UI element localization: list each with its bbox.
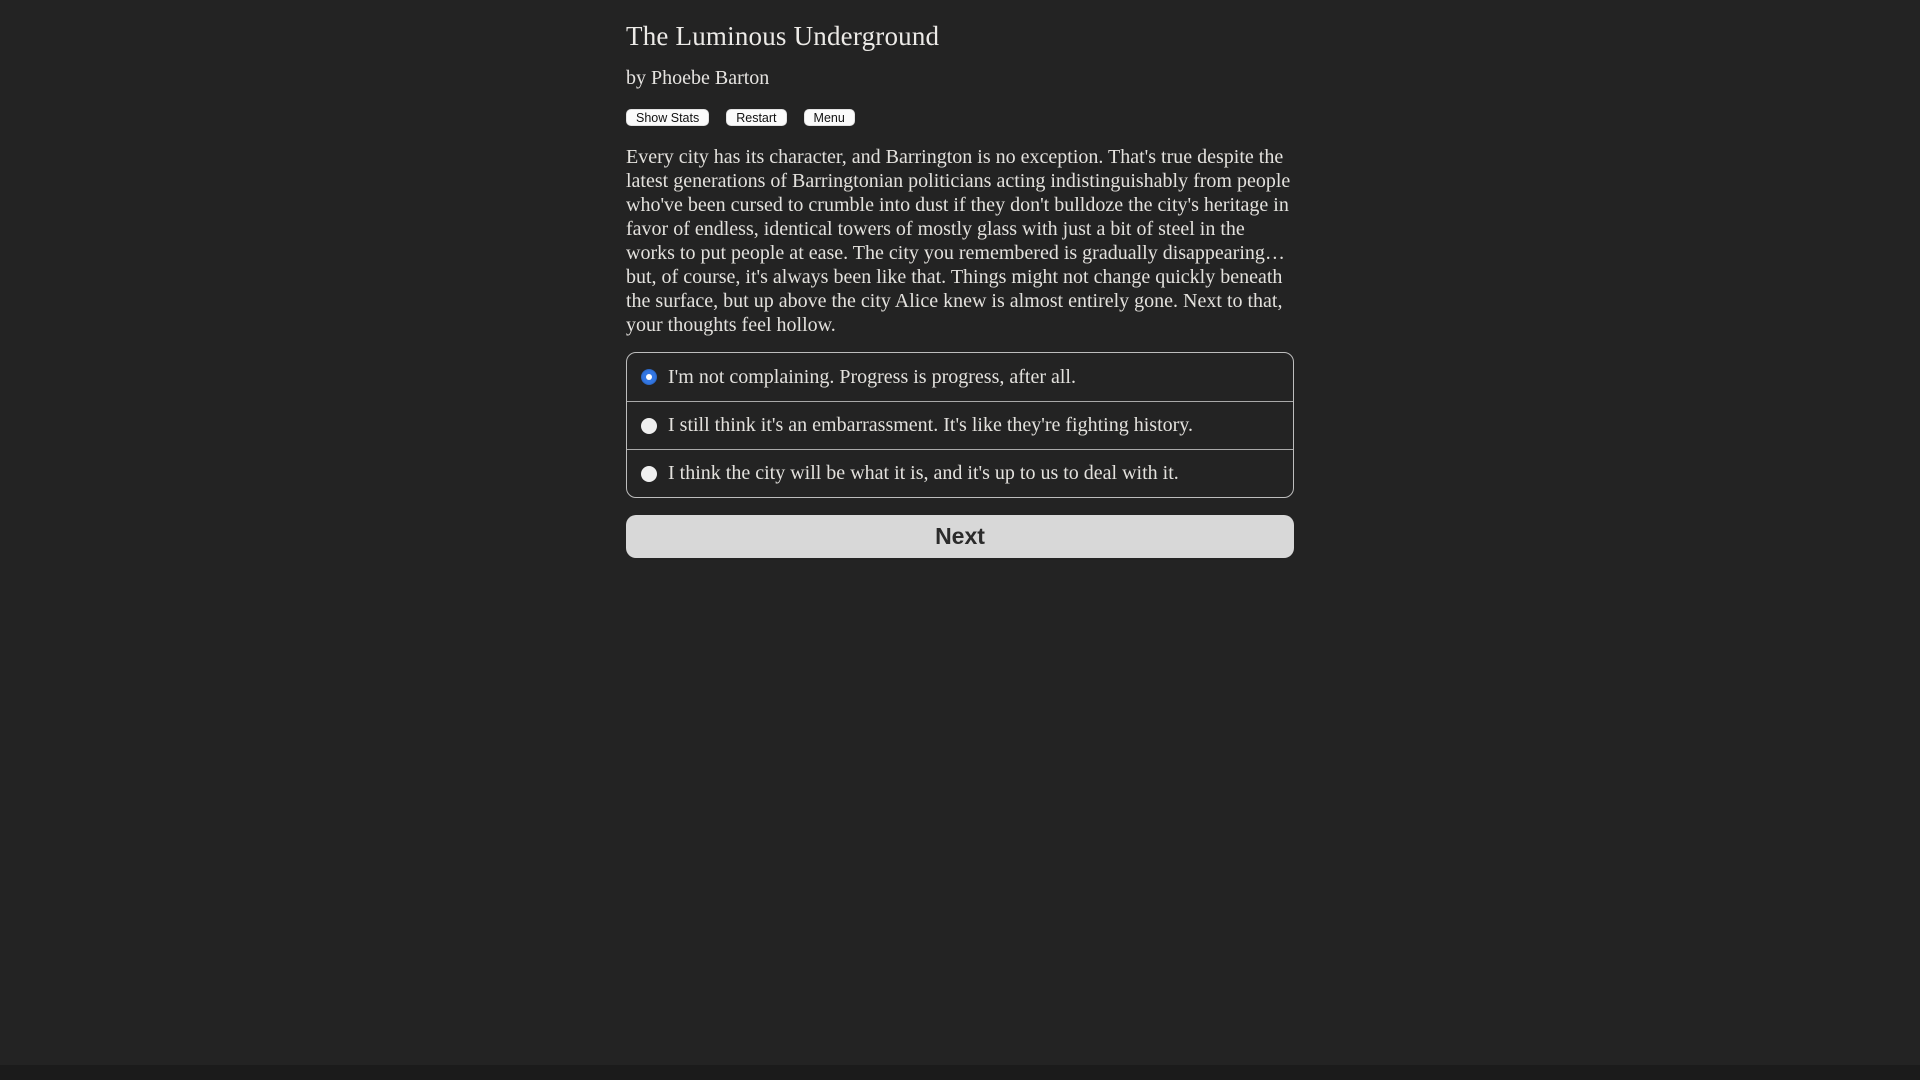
menu-button[interactable]: Menu xyxy=(804,109,855,126)
show-stats-button[interactable]: Show Stats xyxy=(626,109,709,126)
choice-option-2[interactable] xyxy=(627,401,1293,449)
radio-button-2[interactable] xyxy=(641,418,657,434)
choice-label-2: I still think it's an embarrassment. It's like they're fighting history. xyxy=(668,414,1193,436)
radio-button-3[interactable] xyxy=(641,466,657,482)
game-page xyxy=(626,0,1294,558)
restart-button[interactable]: Restart xyxy=(726,109,786,126)
choices-group xyxy=(626,352,1294,498)
game-author: by Phoebe Barton xyxy=(626,67,770,89)
next-button[interactable]: Next xyxy=(626,515,1294,558)
choice-label-3: I think the city will be what it is, and it's up to us to deal with it. xyxy=(668,462,1179,484)
toolbar xyxy=(626,109,1294,126)
choice-option-3[interactable] xyxy=(627,449,1293,497)
footer-bar xyxy=(0,1065,1920,1080)
game-title: The Luminous Underground xyxy=(626,21,940,51)
story-paragraph: Every city has its character, and Barrington is no exception. That's true despite the latest generations of Barringtonian politicians acting indistinguishably from people who've been cursed to crumble into dust if they don't bulldoze the city's heritage in favor of endless, identical towers of mostly glass with just a bit of steel in the works to put people at ease. The city you remembered is gradually disappearing…but, of course, it's always been like that. Things might not change quickly beneath the surface, but up above the city Alice knew is almost entirely gone. Next to that, your thoughts feel hollow. xyxy=(626,146,1291,336)
choice-label-1: I'm not complaining. Progress is progress, after all. xyxy=(668,365,1076,388)
radio-button-1[interactable] xyxy=(641,369,657,385)
choice-option-1[interactable] xyxy=(627,353,1293,401)
